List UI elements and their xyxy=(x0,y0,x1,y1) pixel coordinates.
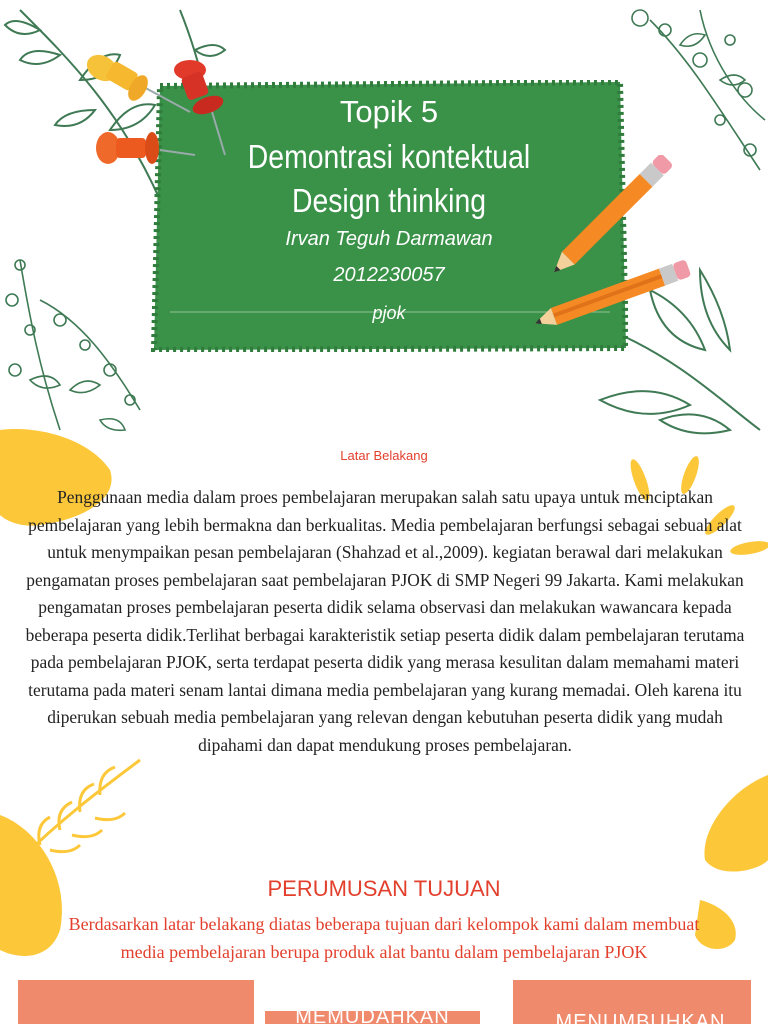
board-title-line-3: Design thinking xyxy=(291,182,487,219)
goal-box-middle-label: MEMUDAHKAN xyxy=(295,1006,450,1028)
background-heading: Latar Belakang xyxy=(340,448,428,463)
board-title-line-1: Topik 5 xyxy=(339,94,439,129)
goals-heading: PERUMUSAN TUJUAN xyxy=(267,876,501,901)
goal-box-right-label: MENUMBUHKAN xyxy=(555,1011,726,1033)
floral-sprig-top-right-icon xyxy=(632,10,765,170)
floral-sprig-left-icon xyxy=(6,260,140,430)
goal-box-left xyxy=(18,980,254,1024)
orange-pushpin-icon xyxy=(96,132,195,164)
goals-paragraph: Berdasarkan latar belakang diatas beberapa tujuan dari kelompok kami dalam membuat media pembelajaran berupa produk alat bantu dalam pembelajaran PJOK xyxy=(68,914,700,962)
board-title-line-2: Demontrasi kontektual xyxy=(247,138,531,175)
author-name: Irvan Teguh Darmawan xyxy=(285,228,493,250)
student-id: 2012230057 xyxy=(333,264,445,286)
background-paragraph: Penggunaan media dalam proes pembelajaran merupakan salah satu upaya untuk menciptakan pembelajaran yang lebih bermakna dan berkualitas. Media pembelajaran berfungsi sebagai sebuah alat untuk menympaikan pesan pembelajaran (Shahzad et al.,2009). kegiatan berawal dari melakukan pengamatan proses pembelajaran saat pembelajaran PJOK di SMP Negeri 99 Jakarta. Kami melakukan pengamatan proses pembelajaran peserta didik selama observasi dan melakukan wawancara kepada beberapa peserta didik.Terlihat berbagai karakteristik setiap peserta didik dalam pembelajaran terutama pada pembelajaran PJOK, serta terdapat peserta didik yang merasa kesulitan dalam memahami materi terutama pada materi senam lantai dimana media pembelajaran yang kurang memadai. Oleh karena itu diperukan sebuah media pembelajaran yang relevan dengan kebutuhan peserta didik yang mudah dipahami dan dapat mendukung proses pembelajaran. xyxy=(25,487,745,755)
subject-name: pjok xyxy=(372,303,406,323)
